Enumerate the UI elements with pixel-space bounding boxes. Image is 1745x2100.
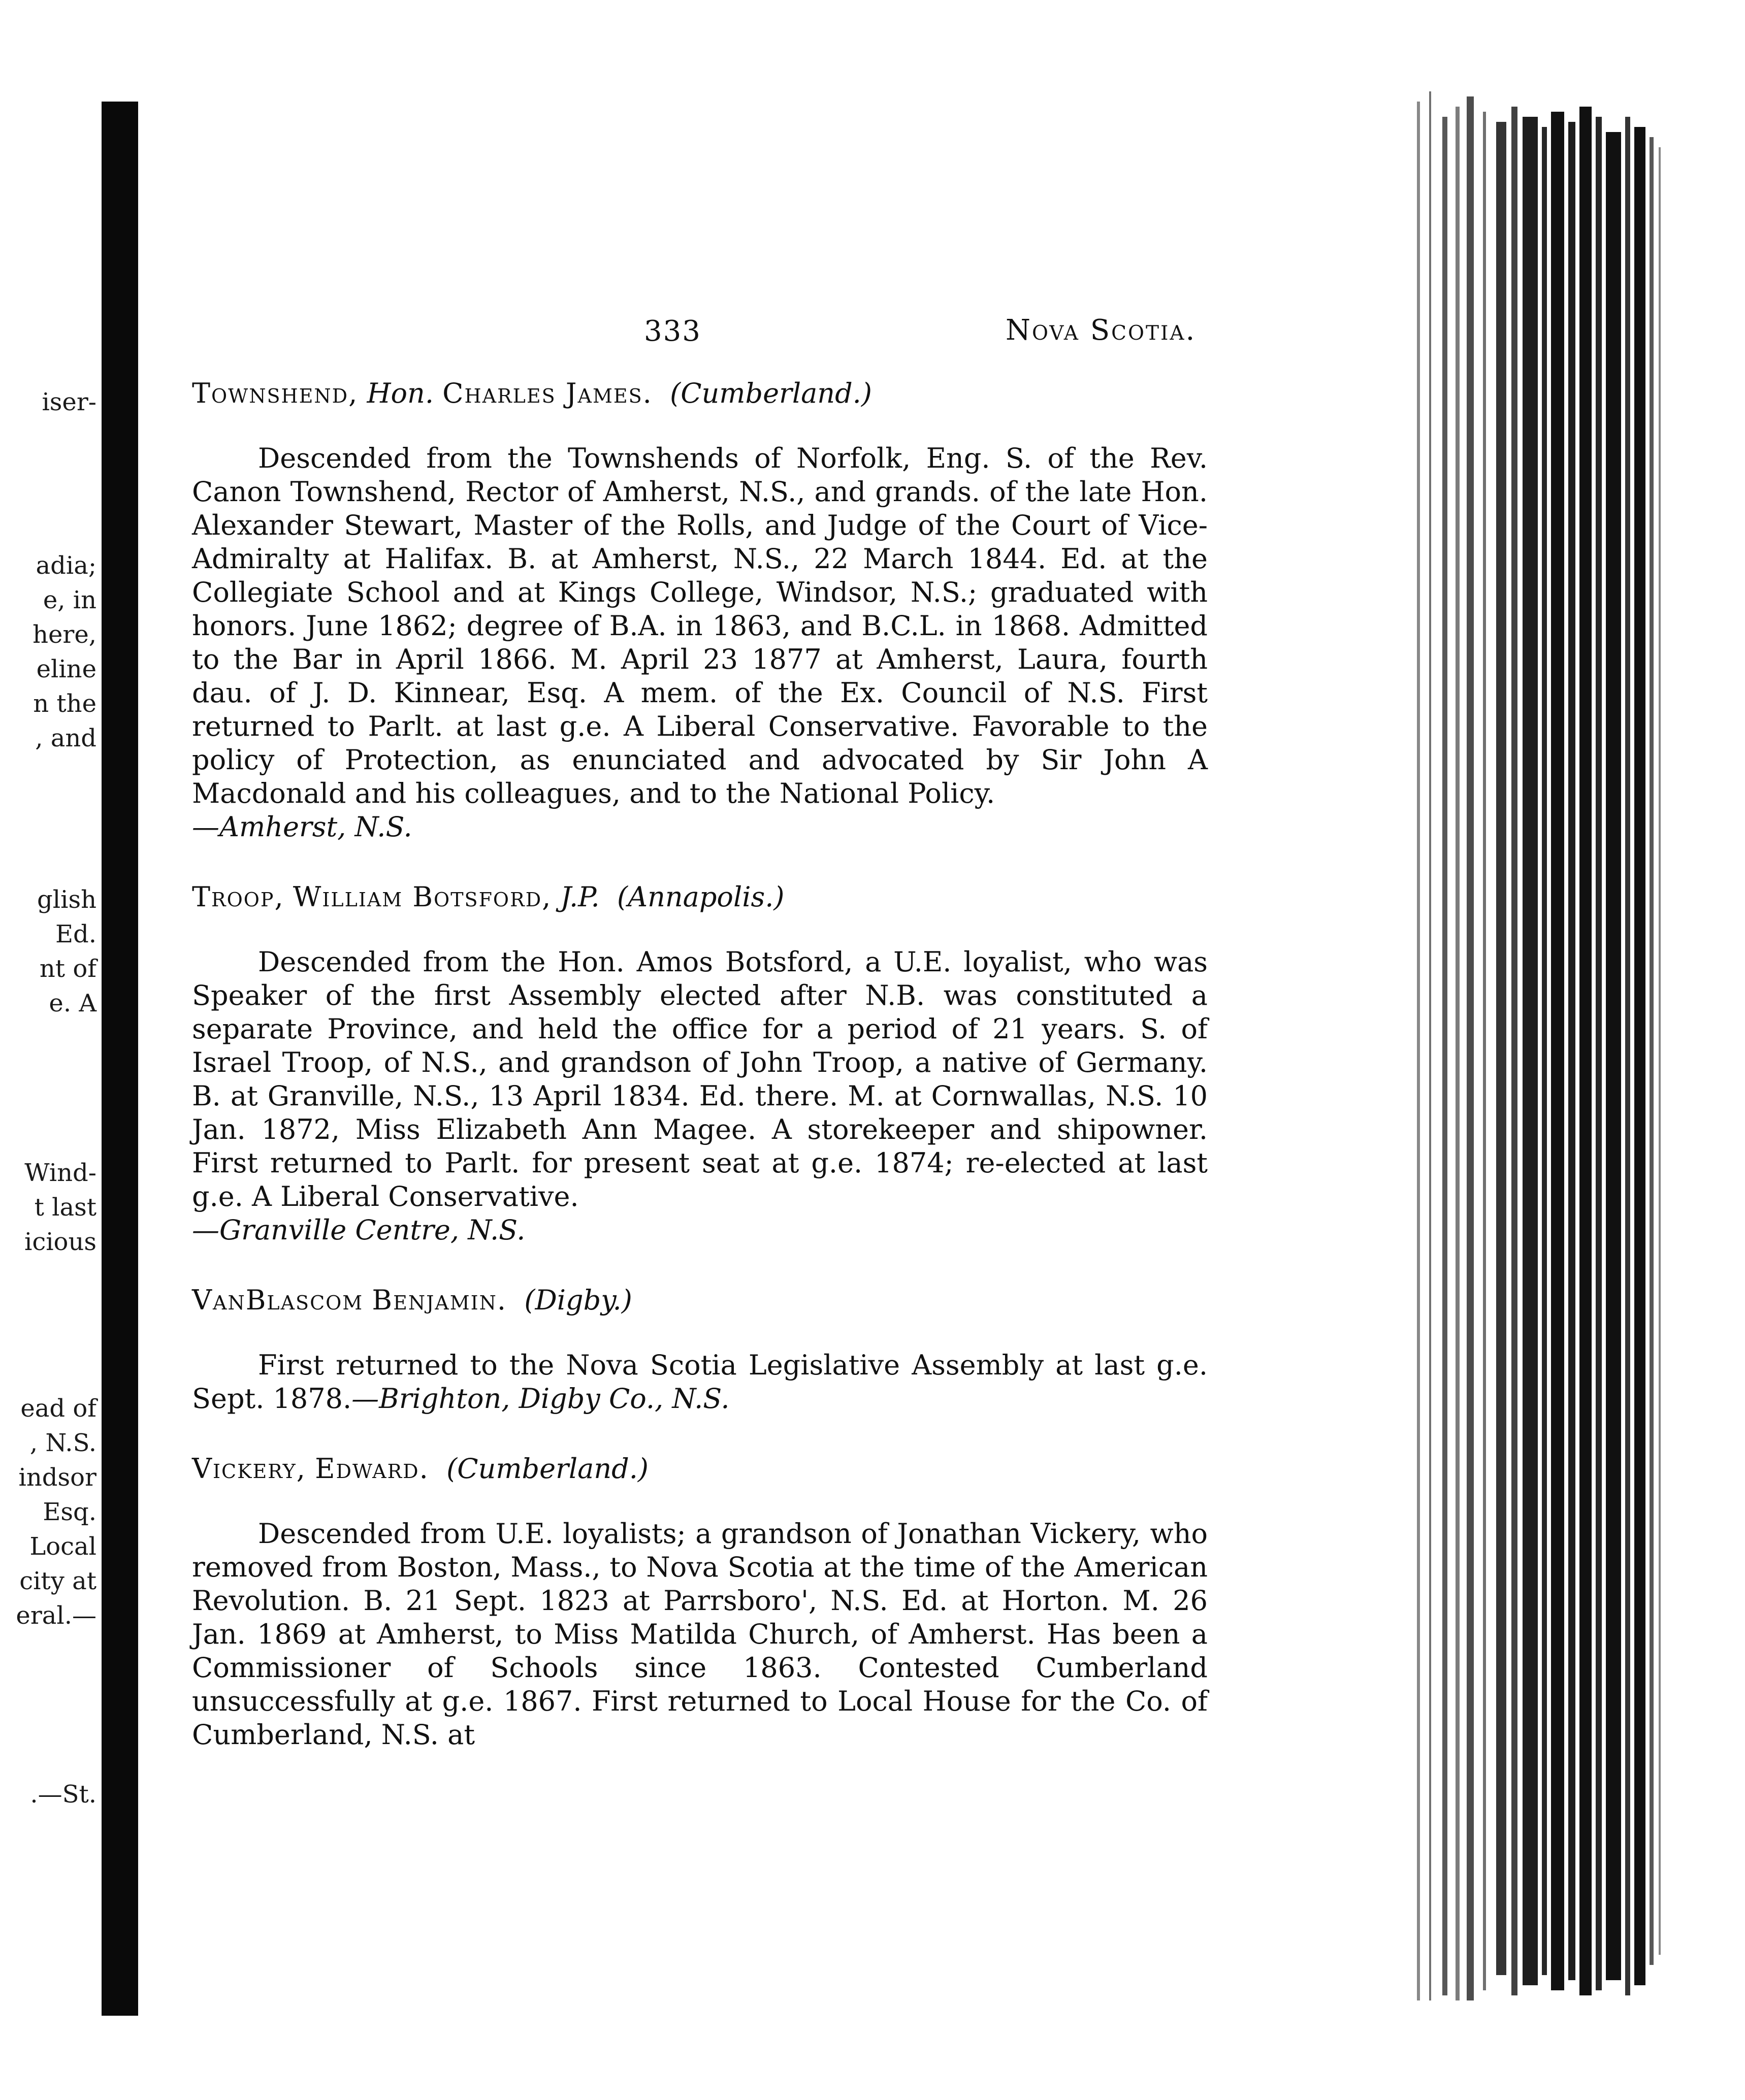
facing-fragment: nt of [39, 955, 96, 983]
facing-fragment: Wind- [24, 1159, 96, 1187]
entry-text: Descended from the Townshends of Norfolk, Eng. S. of the Rev. Canon Townshend, Rector of Amherst, N.S., and grands. of the late Hon. Alexander Stewart, Master of the Rolls, and Judge of the Court of Vice-Admiralty at Halifax. B. at Amherst, N.S., 22 March 1844. Ed. at the Collegiate School and at Kings College, Windsor, N.S.; graduated with honors. June 1862; degree of B.A. in 1863, and B.C.L. in 1868. Admitted to the Bar in April 1866. M. April 23 1877 at Amherst, Laura, fourth dau. of J. D. Kinnear, Esq. A mem. of the Ex. Council of N.S. First returned to Parlt. at last g.e. A Liberal Conservative. Favorable to the policy of Protection, as enunciated and advocated by Sir John A Macdonald and his colleagues, and to the National Policy. [192, 442, 1208, 809]
entry-surname: Townshend, [192, 377, 359, 409]
facing-fragment: Ed. [55, 920, 96, 948]
facing-fragment: e. A [49, 989, 96, 1018]
facing-fragment: eral.— [16, 1601, 96, 1630]
facing-fragment: eline [36, 655, 96, 683]
binding-gutter [102, 102, 138, 2016]
entry-given-name: William Botsford, [293, 881, 552, 913]
facing-fragment: , N.S. [29, 1429, 96, 1457]
entry-body [192, 442, 1208, 844]
running-head: Nova Scotia. [1006, 314, 1197, 347]
entry-body [192, 1517, 1208, 1752]
facing-fragment: e, in [43, 586, 96, 614]
entries [192, 376, 1208, 1787]
entry-heading [192, 376, 1208, 411]
facing-fragment: indsor [18, 1463, 96, 1492]
entry-surname: VanBlascom [192, 1284, 364, 1316]
page-number: 333 [644, 315, 701, 348]
facing-fragment: adia; [36, 551, 96, 580]
entry-troop [192, 879, 1208, 1247]
entry-vanblascom [192, 1283, 1208, 1416]
entry-title: J.P. [560, 881, 600, 913]
entry-given-name: Edward. [315, 1453, 429, 1485]
entry-text: Descended from U.E. loyalists; a grandson of Jonathan Vickery, who removed from Boston, Mass., to Nova Scotia at the time of the American Revolution. B. 21 Sept. 1823 at Parrsboro', N.S. Ed. at Horton. M. 26 Jan. 1869 at Amherst, to Miss Matilda Church, of Amherst. Has been a Commissioner of Schools since 1863. Contested Cumberland unsuccessfully at g.e. 1867. First returned to Local House for the Co. of Cumberland, N.S. at [192, 1518, 1208, 1751]
entry-surname: Vickery, [192, 1453, 306, 1485]
facing-fragment: Esq. [43, 1498, 96, 1526]
facing-fragment: Local [29, 1532, 96, 1561]
facing-fragment: ead of [20, 1394, 96, 1423]
entry-county: (Annapolis.) [617, 881, 785, 913]
entry-residence: —Granville Centre, N.S. [192, 1214, 526, 1246]
entry-given-name: Benjamin. [372, 1284, 507, 1316]
facing-fragment: iser- [42, 388, 96, 416]
entry-text: First returned to the Nova Scotia Legislative Assembly at last g.e. Sept. 1878. [192, 1349, 1208, 1415]
facing-fragment: glish [37, 885, 96, 914]
facing-fragment: , and [35, 724, 96, 752]
facing-fragment: here, [33, 620, 96, 649]
entry-county: (Cumberland.) [670, 377, 872, 409]
entry-residence: —Amherst, N.S. [192, 811, 412, 843]
entry-townshend [192, 376, 1208, 844]
facing-fragment: icious [24, 1228, 96, 1256]
entry-text: Descended from the Hon. Amos Botsford, a U.E. loyalist, who was Speaker of the first Assembly elected after N.B. was constituted a separate Province, and held the office for a period of 21 years. S. of Israel Troop, of N.S., and grandson of John Troop, a native of Germany. B. at Granville, N.S., 13 April 1834. Ed. there. M. at Cornwallas, N.S. 10 Jan. 1872, Miss Elizabeth Ann Magee. A storekeeper and shipowner. First returned to Parlt. for present seat at g.e. 1874; re-elected at last g.e. A Liberal Conservative. [192, 946, 1208, 1212]
facing-fragment: n the [33, 690, 96, 718]
entry-heading [192, 879, 1208, 915]
entry-vickery [192, 1451, 1208, 1752]
scan-edge-artifact [1407, 86, 1681, 2016]
entry-body [192, 1349, 1208, 1416]
facing-fragment: city at [19, 1567, 96, 1595]
entry-heading [192, 1451, 1208, 1487]
entry-county: (Cumberland.) [446, 1453, 649, 1485]
entry-surname: Troop, [192, 881, 284, 913]
entry-heading [192, 1283, 1208, 1318]
entry-residence: —Brighton, Digby Co., N.S. [351, 1383, 730, 1415]
facing-fragment: .—St. [30, 1780, 96, 1809]
entry-given-name: Charles James. [442, 377, 653, 409]
entry-honorific: Hon. [367, 377, 434, 409]
entry-body [192, 945, 1208, 1247]
entry-county: (Digby.) [524, 1284, 632, 1316]
facing-fragment: t last [34, 1193, 96, 1222]
